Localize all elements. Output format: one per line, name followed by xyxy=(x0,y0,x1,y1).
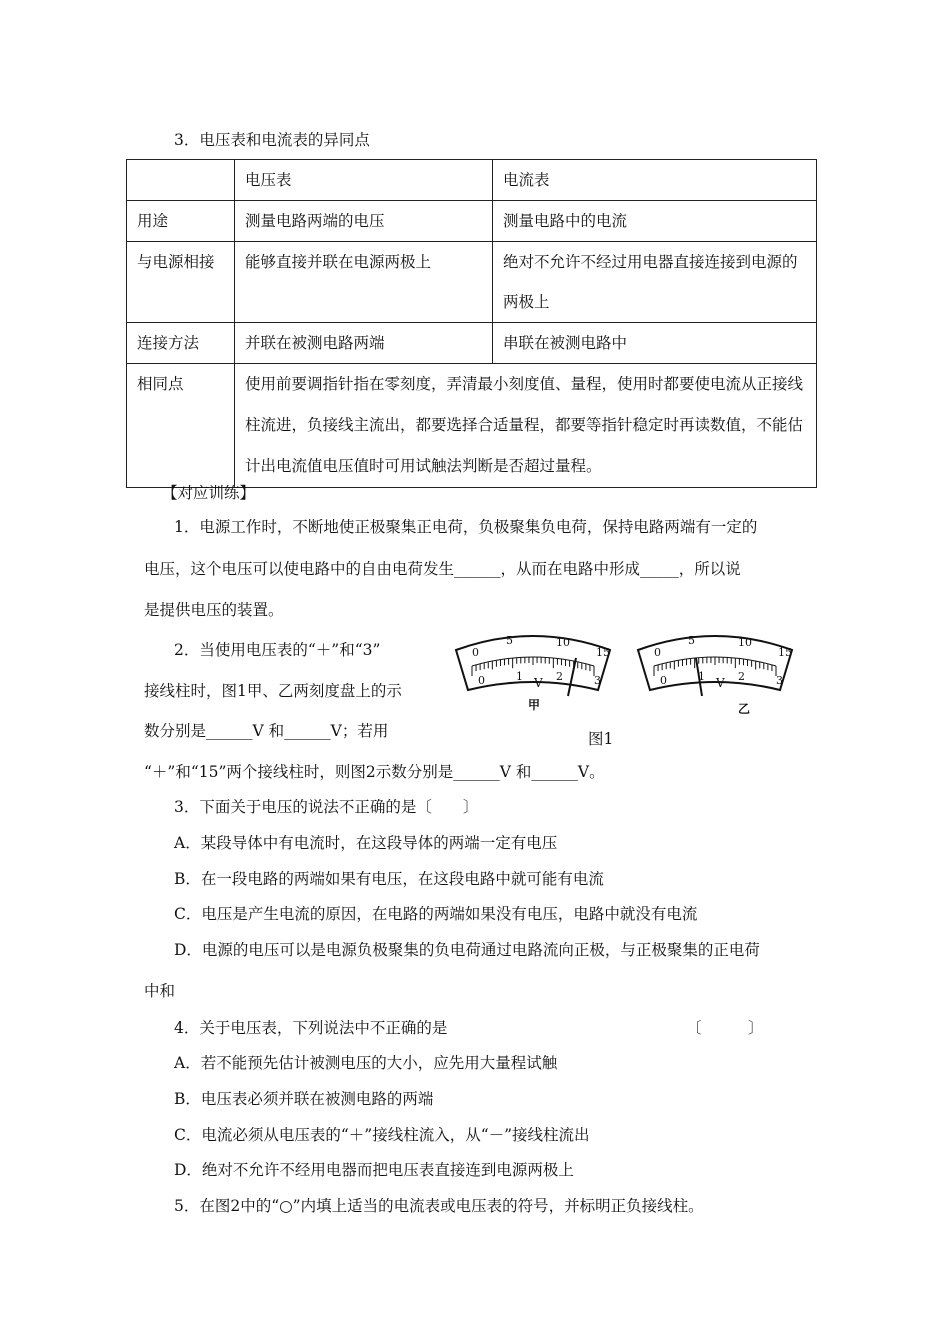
q2-line: “＋”和“15”两个接线柱时，则图2示数分别是______V 和______V。 xyxy=(144,763,605,781)
q2-line: 接线柱时，图1甲、乙两刻度盘上的示 xyxy=(144,682,402,700)
q1-line: 是提供电压的装置。 xyxy=(144,601,284,619)
scale-label: 0 xyxy=(478,674,485,687)
q3-option-d: D．电源的电压可以是电源负极聚集的负电荷通过电路流向正极，与正极聚集的正电荷 xyxy=(174,941,760,959)
q4-option-d: D．绝对不允许不经用电器而把电压表直接连到电源两极上 xyxy=(174,1161,574,1179)
scale-label: 10 xyxy=(556,636,570,649)
q4-option-c: C．电流必须从电压表的“＋”接线柱流入，从“－”接线柱流出 xyxy=(174,1126,590,1144)
scale-label: 1 xyxy=(698,670,705,683)
figure-1-dials xyxy=(448,626,828,750)
unit-label: V xyxy=(716,676,725,690)
q2-line: 2．当使用电压表的“＋”和“3” xyxy=(174,641,381,659)
row-label: 相同点 xyxy=(127,364,235,488)
ammeter-cell: 绝对不允许不经过用电器直接连接到电源的两极上 xyxy=(493,242,817,323)
section-heading: 3．电压表和电流表的异同点 xyxy=(174,131,370,149)
row-label: 用途 xyxy=(127,201,235,242)
row-label: 连接方法 xyxy=(127,323,235,364)
scale-label: 0 xyxy=(654,646,661,659)
unit-label: V xyxy=(534,676,543,690)
table-header-cell xyxy=(127,160,235,201)
dial-label-right: 乙 xyxy=(738,702,751,716)
table-header-ammeter: 电流表 xyxy=(493,160,817,201)
scale-label: 15 xyxy=(778,646,792,659)
comparison-table xyxy=(126,159,817,488)
scale-label: 3 xyxy=(776,674,783,687)
voltmeter-cell: 测量电路两端的电压 xyxy=(235,201,493,242)
q5-text: 5．在图2中的“○”内填上适当的电流表或电压表的符号，并标明正负接线柱。 xyxy=(174,1197,704,1215)
table-row xyxy=(127,242,817,323)
q4-bracket: 〔 〕 xyxy=(686,1019,764,1037)
scale-label: 5 xyxy=(688,634,695,647)
voltmeter-cell: 并联在被测电路两端 xyxy=(235,323,493,364)
scale-label: 0 xyxy=(660,674,667,687)
q1-line: 电压，这个电压可以使电路中的自由电荷发生______，从而在电路中形成_____，所以说 xyxy=(144,560,741,578)
row-label: 与电源相接 xyxy=(127,242,235,323)
voltmeter-cell: 能够直接并联在电源两极上 xyxy=(235,242,493,323)
scale-label: 15 xyxy=(596,646,610,659)
table-row xyxy=(127,201,817,242)
q3-option-a: A．某段导体中有电流时，在这段导体的两端一定有电压 xyxy=(174,834,558,852)
table-row xyxy=(127,364,817,488)
scale-label: 2 xyxy=(556,670,563,683)
q3-stem: 3．下面关于电压的说法不正确的是〔 〕 xyxy=(174,798,479,816)
q3-option-d-cont: 中和 xyxy=(144,982,176,1000)
q2-line: 数分别是______V 和______V；若用 xyxy=(144,722,389,740)
figure-caption: 图1 xyxy=(588,730,614,748)
voltmeter-dials-graphic xyxy=(448,626,828,726)
scale-label: 1 xyxy=(516,670,523,683)
scale-label: 3 xyxy=(594,674,601,687)
q3-option-c: C．电压是产生电流的原因，在电路的两端如果没有电压，电路中就没有电流 xyxy=(174,905,698,923)
ammeter-cell: 串联在被测电路中 xyxy=(493,323,817,364)
table-header-row xyxy=(127,160,817,201)
training-heading: 【对应训练】 xyxy=(162,484,256,502)
q4-option-b: B．电压表必须并联在被测电路的两端 xyxy=(174,1090,434,1108)
scale-label: 5 xyxy=(506,634,513,647)
q1-line: 1．电源工作时，不断地使正极聚集正电荷，负极聚集负电荷，保持电路两端有一定的 xyxy=(174,518,758,536)
scale-label: 0 xyxy=(472,646,479,659)
table-header-voltmeter: 电压表 xyxy=(235,160,493,201)
table-row xyxy=(127,323,817,364)
common-points-cell: 使用前要调指针指在零刻度，弄清最小刻度值、量程，使用时都要使电流从正接线柱流进，负接线主流出，都要选择合适量程，都要等指针稳定时再读数值，不能估计出电流值电压值时可用试触法判断是否超过量程。 xyxy=(235,364,817,488)
scale-label: 2 xyxy=(738,670,745,683)
scale-label: 10 xyxy=(738,636,752,649)
q4-stem: 4．关于电压表，下列说法中不正确的是 xyxy=(174,1019,448,1037)
q4-option-a: A．若不能预先估计被测电压的大小，应先用大量程试触 xyxy=(174,1054,558,1072)
dial-label-left: 甲 xyxy=(528,698,541,712)
q3-option-b: B．在一段电路的两端如果有电压，在这段电路中就可能有电流 xyxy=(174,870,604,888)
ammeter-cell: 测量电路中的电流 xyxy=(493,201,817,242)
